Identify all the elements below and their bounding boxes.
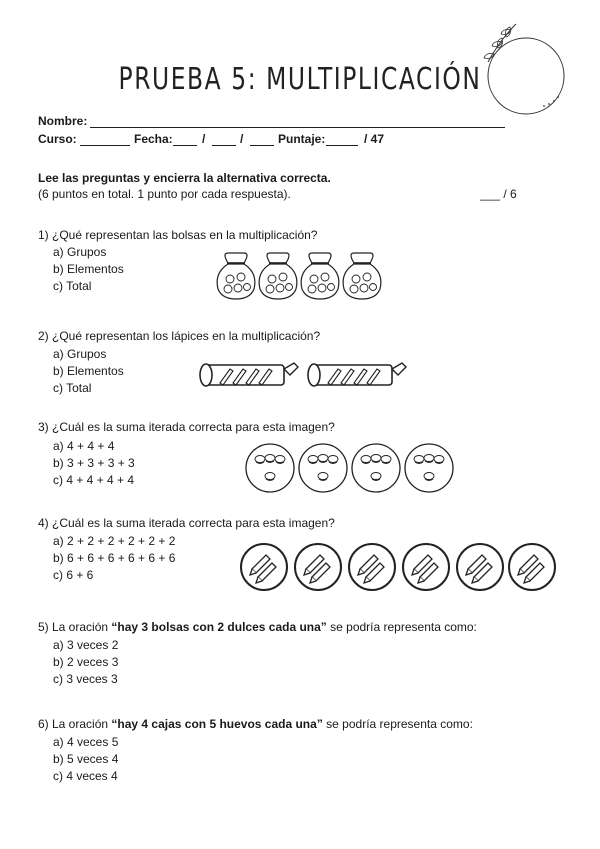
puntaje-label: Puntaje: (278, 132, 326, 146)
question-3: 3) ¿Cuál es la suma iterada correcta para esta imagen? (38, 420, 335, 434)
q3-option-a[interactable]: a) 4 + 4 + 4 (53, 439, 115, 453)
question-4: 4) ¿Cuál es la suma iterada correcta para esta imagen? (38, 516, 335, 530)
q6-option-a[interactable]: a) 4 veces 5 (53, 735, 119, 749)
q2-option-b[interactable]: b) Elementos (53, 364, 124, 378)
q5-text-pre: 5) La oración (38, 620, 112, 634)
question-2: 2) ¿Qué representan los lápices en la multiplicación? (38, 329, 321, 343)
question-1: 1) ¿Qué representan las bolsas en la multiplicación? (38, 228, 318, 242)
q5-option-c[interactable]: c) 3 veces 3 (53, 672, 118, 686)
q5-option-b[interactable]: b) 2 veces 3 (53, 655, 119, 669)
instructions-note: (6 puntos en total. 1 punto por cada respuesta). (38, 187, 291, 201)
pencil-groups-illustration (238, 541, 558, 593)
q4-option-b[interactable]: b) 6 + 6 + 6 + 6 + 6 + 6 (53, 551, 176, 565)
q2-option-c[interactable]: c) Total (53, 381, 92, 395)
nombre-line (90, 127, 505, 128)
q6-text-bold: “hay 4 cajas con 5 huevos cada una” (111, 717, 323, 731)
puntaje-total: / 47 (364, 132, 385, 146)
fecha-slash-2: / (240, 132, 244, 146)
q1-option-a[interactable]: a) Grupos (53, 245, 107, 259)
instructions-main: Lee las preguntas y encierra la alternativa correcta. (38, 171, 331, 185)
q2-option-a[interactable]: a) Grupos (53, 347, 107, 361)
bags-illustration (214, 250, 384, 302)
curso-line (80, 145, 130, 146)
nombre-label: Nombre: (38, 114, 88, 128)
fecha-slash-1: / (202, 132, 206, 146)
fecha-day-line (173, 145, 197, 146)
q6-option-c[interactable]: c) 4 veces 4 (53, 769, 118, 783)
fecha-label: Fecha: (134, 132, 173, 146)
q4-option-c[interactable]: c) 6 + 6 (53, 568, 94, 582)
q3-option-c[interactable]: c) 4 + 4 + 4 + 4 (53, 473, 135, 487)
q6-text-pre: 6) La oración (38, 717, 112, 731)
puntaje-line (326, 145, 358, 146)
section-score: ___ / 6 (480, 187, 517, 201)
page-title: PRUEBA 5: MULTIPLICACIÓN (118, 62, 482, 97)
q1-option-c[interactable]: c) Total (53, 279, 92, 293)
curso-label: Curso: (38, 132, 77, 146)
q4-option-a[interactable]: a) 2 + 2 + 2 + 2 + 2 + 2 (53, 534, 176, 548)
q5-option-a[interactable]: a) 3 veces 2 (53, 638, 119, 652)
question-5 (38, 620, 477, 634)
question-6 (38, 717, 473, 731)
q6-text-post: se podría representa como: (322, 717, 473, 731)
q5-text-post: se podría representa como: (326, 620, 477, 634)
q1-option-b[interactable]: b) Elementos (53, 262, 124, 276)
q6-option-b[interactable]: b) 5 veces 4 (53, 752, 119, 766)
decorative-circle-leaf (478, 18, 578, 118)
pencil-cases-illustration (198, 356, 414, 394)
fecha-year-line (250, 145, 274, 146)
q3-option-b[interactable]: b) 3 + 3 + 3 + 3 (53, 456, 135, 470)
fecha-month-line (212, 145, 236, 146)
q5-text-bold: “hay 3 bolsas con 2 dulces cada una” (111, 620, 327, 634)
egg-baskets-illustration (244, 442, 454, 494)
